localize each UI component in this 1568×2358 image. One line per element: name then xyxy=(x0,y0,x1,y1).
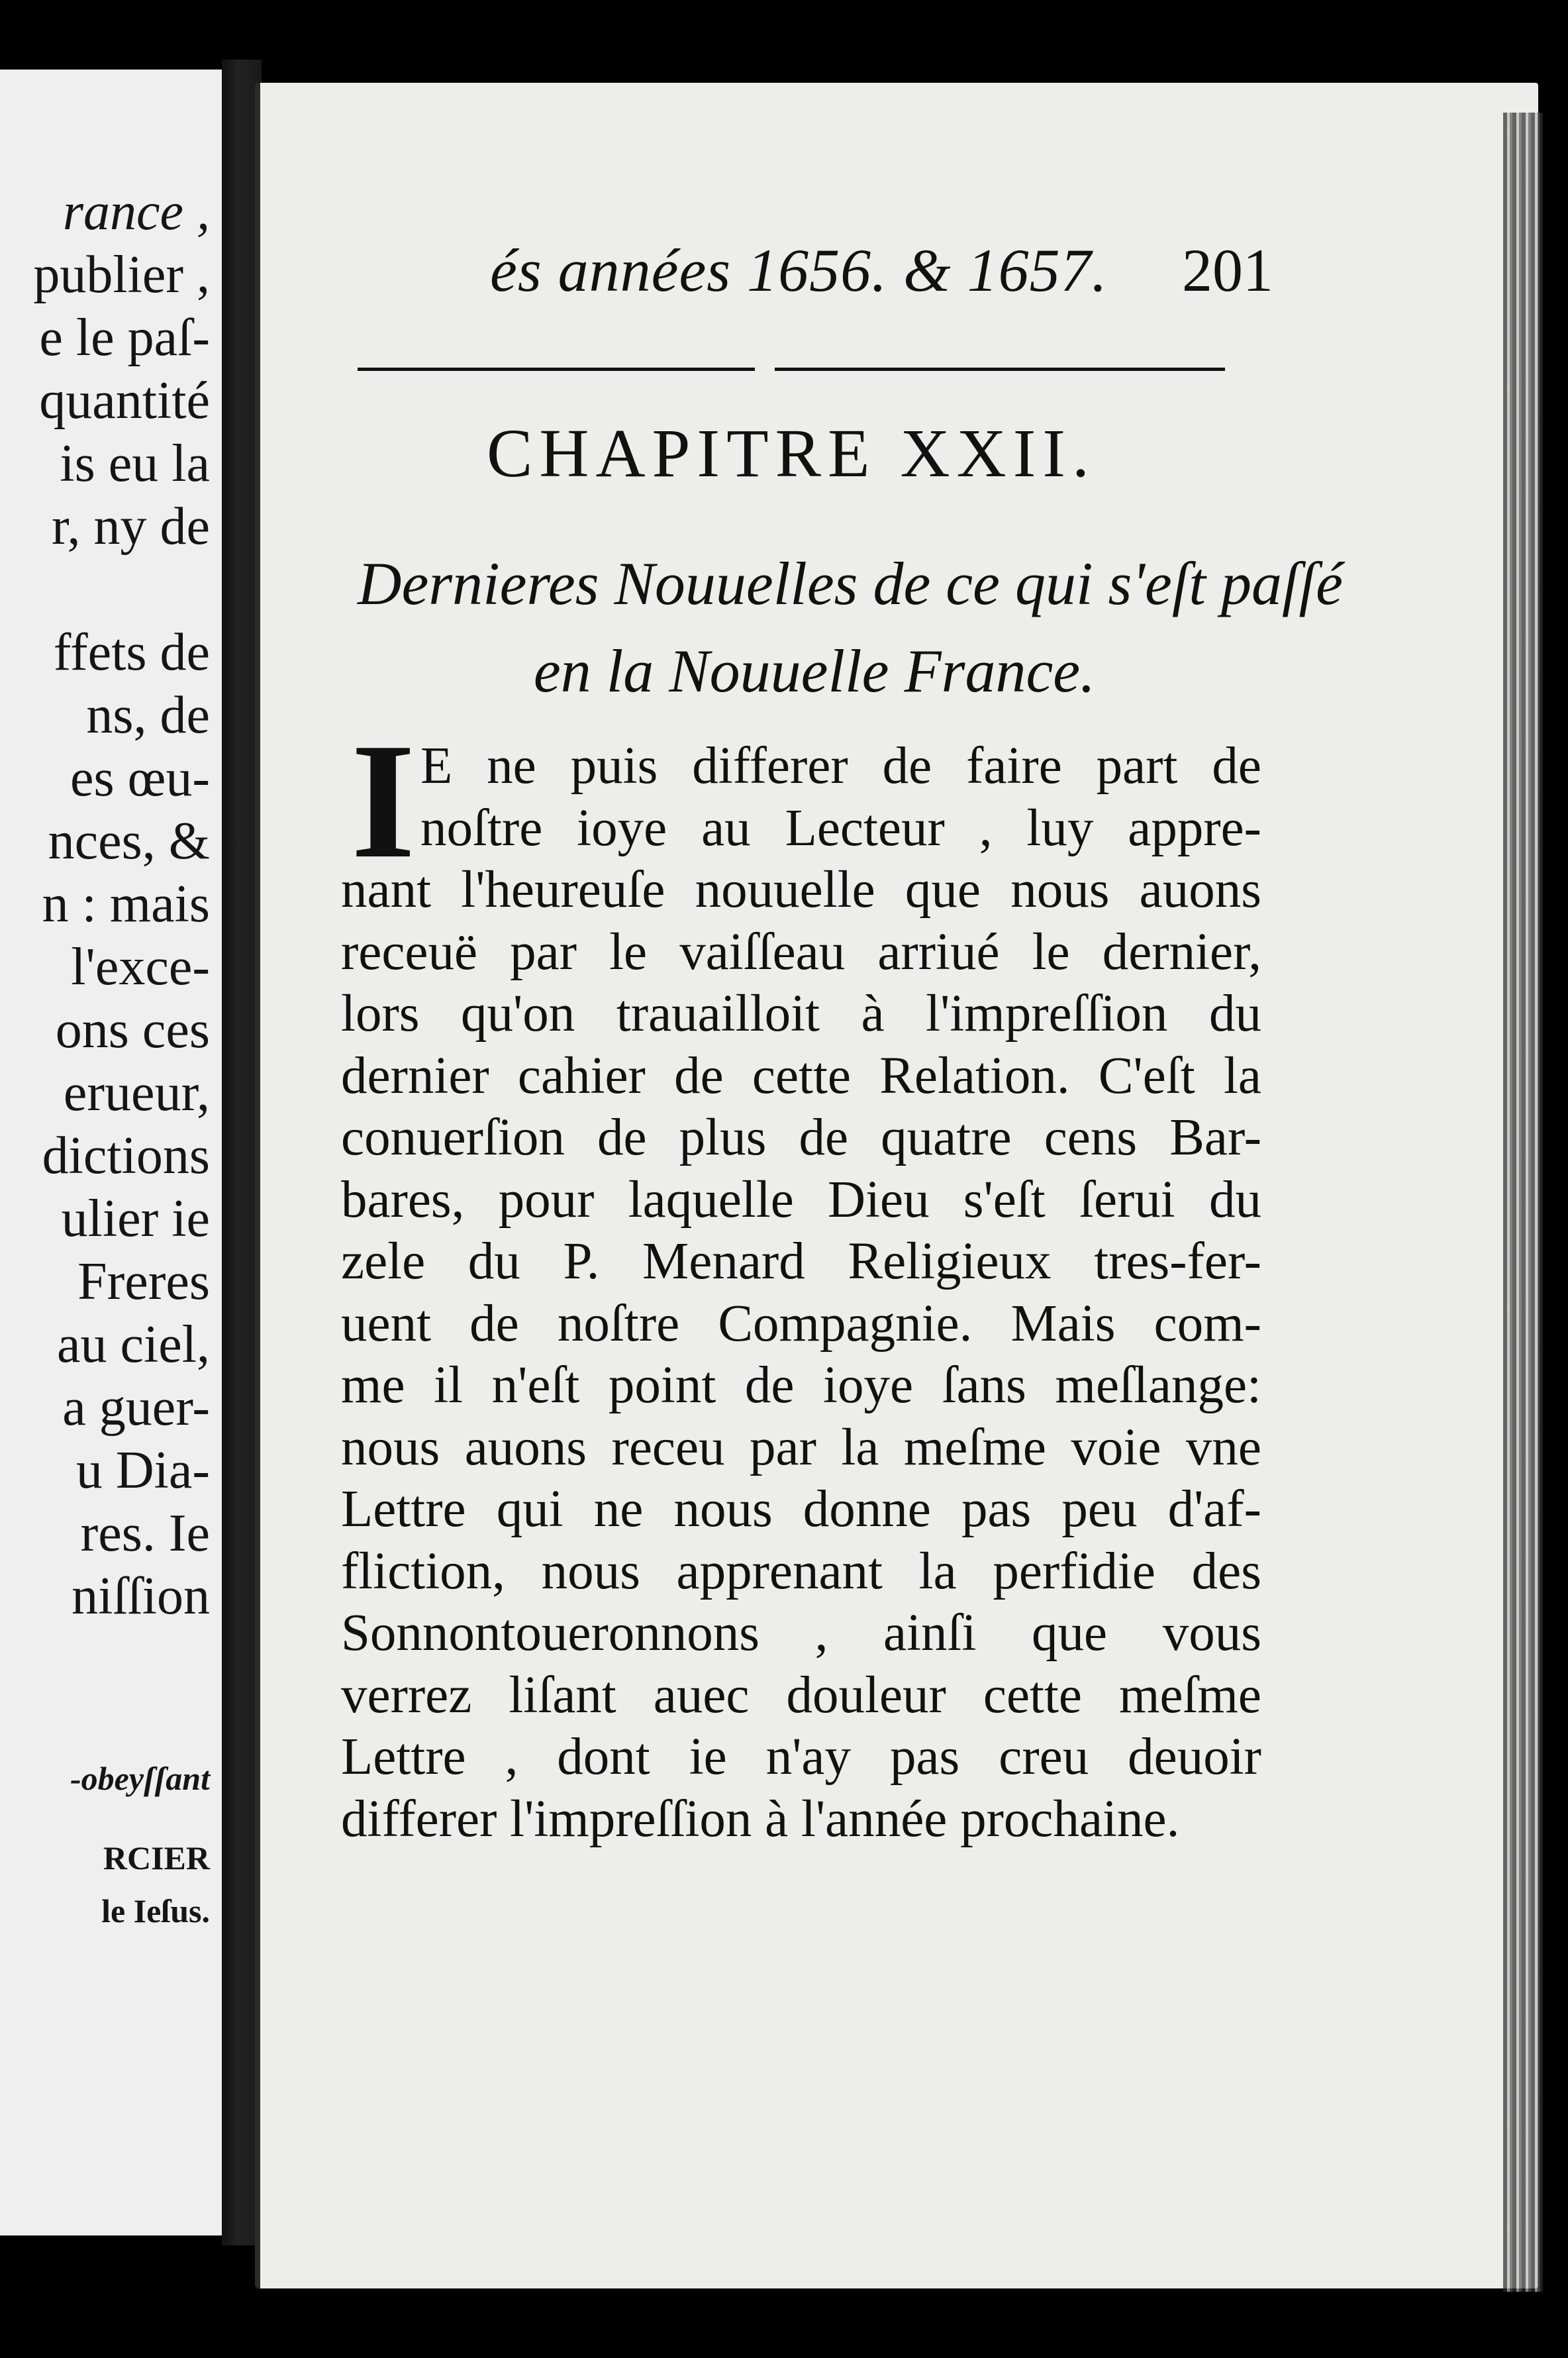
chapter-title-line: Dernieres Nouuelles de ce qui s'eſt paſſé xyxy=(358,550,1343,617)
body-line: fliction, nous apprenant la perfidie des xyxy=(341,1542,1261,1600)
body-line: noſtre ioye au Lecteur , luy appre- xyxy=(420,799,1261,857)
left-page-line: erueur, xyxy=(63,1064,210,1122)
left-page xyxy=(0,70,224,2235)
left-page-line: quantité xyxy=(39,372,210,430)
body-line: me il n'eſt point de ioye ſans meſlange: xyxy=(341,1357,1261,1414)
page-edges xyxy=(1503,113,1543,2292)
left-page-line: ons ces xyxy=(55,1001,210,1059)
body-line: nous auons receu par la meſme voie vne xyxy=(341,1418,1261,1476)
left-page-line: publier , xyxy=(33,246,210,304)
body-line: Lettre , dont ie n'ay pas creu deuoir xyxy=(341,1728,1261,1786)
body-line: Sonnontoueronnons , ainſi que vous xyxy=(341,1604,1261,1662)
left-page-line: a guer- xyxy=(62,1378,210,1437)
body-line: nant l'heureuſe nouuelle que nous auons xyxy=(341,861,1261,919)
chapter-heading: CHAPITRE XXII. xyxy=(487,415,1096,491)
left-page-line: RCIER xyxy=(103,1839,210,1876)
left-page-line: dictions xyxy=(42,1127,210,1185)
left-page-line: le Ieſus. xyxy=(101,1892,210,1929)
header-rule-right xyxy=(775,368,1225,371)
drop-cap: I xyxy=(351,709,416,893)
body-line: E ne puis differer de faire part de xyxy=(420,737,1261,795)
page-number: 201 xyxy=(1182,236,1273,304)
left-page-line: ns, de xyxy=(86,686,210,744)
left-page-line: l'exce- xyxy=(71,938,210,996)
body-line: bares, pour laquelle Dieu s'eſt ſerui du xyxy=(341,1170,1261,1229)
body-line: dernier cahier de cette Relation. C'eſt la xyxy=(341,1047,1261,1105)
body-line: verrez liſant auec douleur cette meſme xyxy=(341,1666,1261,1724)
left-page-line: -obeyſſant xyxy=(70,1760,210,1797)
body-line: differer l'impreſſion à l'année prochaine. xyxy=(341,1790,1180,1848)
left-page-line: nces, & xyxy=(48,812,210,870)
chapter-title xyxy=(358,540,1343,715)
body-line: conuerſion de plus de quatre cens Bar- xyxy=(341,1109,1261,1166)
left-page-line: n : mais xyxy=(42,875,210,933)
body-text xyxy=(341,735,1261,1850)
header-rule-left xyxy=(358,368,755,371)
left-page-line: ffets de xyxy=(53,623,210,682)
body-line: receuë par le vaiſſeau arriué le dernier, xyxy=(341,923,1261,981)
body-line: lors qu'on trauailloit à l'impreſſion du xyxy=(341,985,1261,1043)
running-head: és années 1656. & 1657. xyxy=(490,236,1108,304)
left-page-line: e le paſ- xyxy=(39,309,210,367)
left-page-line: u Dia- xyxy=(75,1441,210,1500)
left-page-line: is eu la xyxy=(60,435,210,493)
body-line: zele du P. Menard Religieux tres-fer- xyxy=(341,1233,1261,1290)
left-page-line: au ciel, xyxy=(57,1315,210,1374)
left-page-line: Freres xyxy=(77,1253,210,1311)
left-page-line: es œu- xyxy=(70,749,210,807)
left-page-line: niſſion xyxy=(72,1567,210,1625)
body-line: Lettre qui ne nous donne pas peu d'af- xyxy=(341,1480,1261,1538)
left-page-line: rance , xyxy=(62,183,210,241)
left-page-line: ulier ie xyxy=(61,1190,210,1248)
chapter-title-line: en la Nouuelle France. xyxy=(533,637,1096,705)
body-line: uent de noſtre Compagnie. Mais com- xyxy=(341,1294,1261,1353)
left-page-line: res. Ie xyxy=(80,1504,210,1563)
left-page-line: r, ny de xyxy=(52,497,210,556)
